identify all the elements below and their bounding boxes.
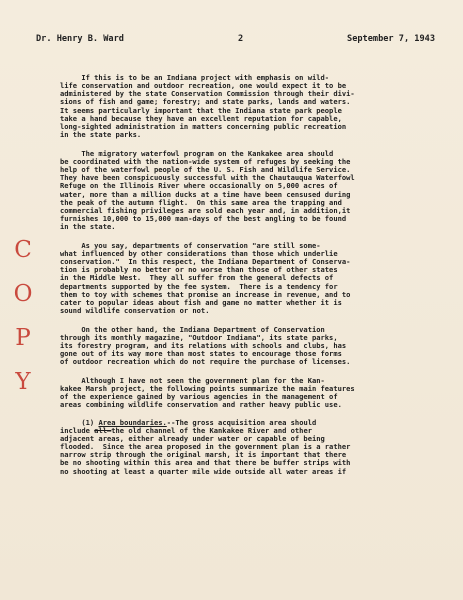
text-line: It seems particularly important that the Indiana state park people [60,105,342,115]
text-line: in the state parks. [60,130,142,140]
text-line: kakee Marsh project, the following points summarize the main features [60,384,355,394]
item-line-rest: the old channel of the Kankakee River and other [111,425,312,435]
text-line: its forestry program, and its relations with schools and clubs, has [60,341,347,351]
text-line: They have been conspicuously successful with the Chautauqua Waterfowl [60,173,355,183]
paragraph [60,377,445,410]
text-line: sions of fish and game; forestry; and state parks, lands and waters. [60,97,351,107]
copy-stamp [11,228,35,404]
text-line: As you say, departments of conservation "are still some- [60,240,321,250]
text-line: of outdoor recreation which do not require the purchase of licenses. [60,357,351,367]
paragraph [60,242,445,315]
letter-body [60,74,445,486]
paragraph [60,74,445,139]
text-line: Although I have not seen the government plan for the Kan- [60,376,325,385]
text-line: The migratory waterfowl program on the Kankakee area should [60,148,334,158]
item-line-start: include [60,425,95,435]
text-line: them to toy with schemes that promise an increase in revenue, and to [60,289,351,299]
text-line: help of the waterfowl people of the U. S. Fish and Wildlife Service. [60,165,351,175]
text-line: On the other hand, the Indiana Department of Conservation [60,324,325,334]
text-line: narrow strip through the original marsh, it is important that there [60,450,347,460]
text-line: Refuge on the Illinois River where occasionally on 5,000 acres of [60,181,338,191]
text-line: gone out of its way more than most states to encourage those forms [60,349,342,359]
text-line: what influenced by other considerations than those which underlie [60,248,338,258]
item-heading: Area boundaries. [98,417,167,427]
text-line: areas combining wildlife conservation and rather heavy public use. [60,400,342,410]
text-line: be coordinated with the nation-wide system of refuges by seeking the [60,156,351,166]
text-line: flooded. Since the area proposed in the government plan is a rather [60,442,351,452]
text-line: be no shooting within this area and that there be buffer strips with [60,458,351,468]
numbered-item [60,419,445,476]
text-line: commercial fishing privileges are sold each year and, in addition,it [60,205,351,215]
text-line: the peak of the autumn flight. On this same area the trapping and [60,197,342,207]
copy-stamp-letter: O [13,281,33,307]
text-line: water, more than a million ducks at a time have been censused during [60,189,351,199]
text-line: If this is to be an Indiana project with emphasis on wild- [60,73,330,82]
text-line: tion is probably no better or no worse than those of other states [60,265,338,275]
text-line: cater to popular ideas about fish and game no matter whether it is [60,297,342,307]
text-line: through its monthly magazine, "Outdoor Indiana", its state parks, [60,332,338,342]
header-date: September 7, 1943 [347,34,435,44]
text-line: of the experience gained by various agencies in the management of [60,392,338,402]
text-line: conservation." In this respect, the Indiana Department of Conserva- [60,257,351,267]
paragraph [60,150,445,232]
text-line: in the state. [60,222,116,232]
text-line: life conservation and outdoor recreation, one would expect it to be [60,81,347,91]
text-line: departments supported by the fee system. There is a tendency for [60,281,338,291]
item-number: (1) [81,417,95,427]
header-page-number: 2 [238,34,244,44]
struck-text: all— [94,425,112,435]
copy-stamp-letter: P [15,325,31,351]
copy-stamp-letter: C [14,237,32,263]
text-line: take a hand because they have an excellent reputation for capable, [60,113,342,123]
paragraph [60,326,445,367]
text-line: furnishes 10,000 to 15,000 man-days of the best angling to be found [60,214,347,223]
copy-stamp-letter: Y [15,369,31,395]
text-line: sound wildlife conservation or not. [60,306,210,316]
text-line: adjacent areas, either already under water or capable of being [60,433,325,443]
text-line: administered by the state Conservation Commission through their divi- [60,89,355,99]
text-line: no shooting at least a quarter mile wide outside all water areas if [60,466,347,476]
header-addressee: Dr. Henry B. Ward [36,34,124,44]
text-line: in the Middle West. They all suffer from the general defects of [60,273,334,283]
text-line: long-sighted administration in matters concerning public recreation [60,121,347,131]
item-heading-rest: --The gross acquisition area should [166,417,317,427]
